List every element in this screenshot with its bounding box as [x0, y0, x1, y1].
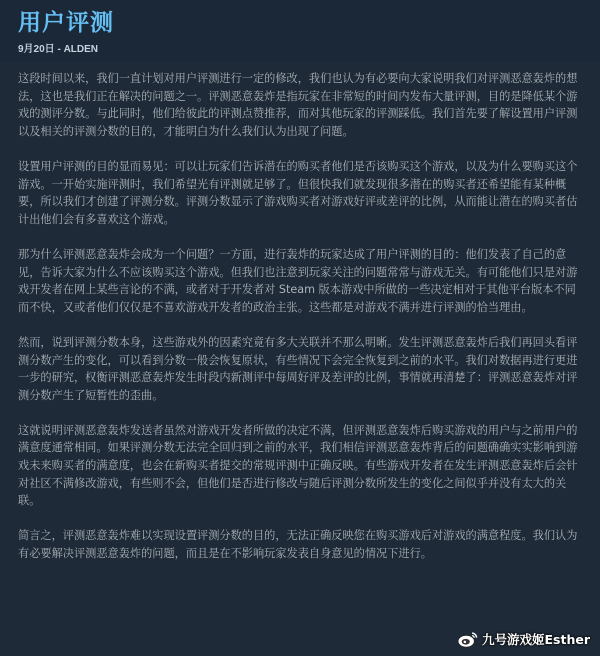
page-title: 用户评测	[18, 10, 114, 36]
weibo-icon	[457, 630, 479, 648]
article-paragraph: 这段时间以来，我们一直计划对用户评测进行一定的修改，我们也认为有必要向大家说明我们对评测恶意轰炸的想法，这也是我们正在解决的问题之一。评测恶意轰炸是指玩家在非常短的时间内发布大量评测，目的是降低某个游戏的测评分数。与此同时，他们给彼此的评测点赞推荐，而对其他玩家的评测踩低。我们首先要了解设置用户评测以及相关的评测分数的目的，才能明白为什么我们认为出现了问题。	[18, 72, 578, 138]
watermark-text: 九号游戏姬Esther	[482, 632, 590, 647]
article-paragraph: 简言之，评测恶意轰炸难以实现设置评测分数的目的，无法正确反映您在购买游戏后对游戏的满意程度。我们认为有必要解决评测恶意轰炸的问题，而且是在不影响玩家发表自身意见的情况下进行。	[18, 529, 578, 561]
article-paragraph: 设置用户评测的目的显而易见：可以让玩家们告诉潜在的购买者他们是否该购买这个游戏，以及为什么要购买这个游戏。一开始实施评测时，我们希望光有评测就足够了。但很快我们就发现很多潜在的购买者还希望能有某种概要，所以我们才创建了评测分数。评测分数显示了游戏购买者对游戏好评或差评的比例，从而能让潜在的购买者估计出他们会有多喜欢这个游戏。	[18, 159, 578, 226]
article-body	[18, 70, 584, 580]
post-date-author: 9月20日 - ALDEN	[18, 44, 99, 55]
article-paragraph: 然而，说到评测分数本身，这些游戏外的因素究竟有多大关联并不那么明晰。发生评测恶意轰炸后我们再回头看评测分数产生的变化，可以看到分数一般会恢复原状，有些情况下会完全恢复到之前的水平。我们对数据再进行更进一步的研究，权衡评测恶意轰炸发生时段内新测评中每周好评及差评的比例，事情就再清楚了：评测恶意轰炸对评测分数产生了短暂性的歪曲。	[18, 335, 578, 402]
article-paragraph: 这就说明评测恶意轰炸发送者虽然对游戏开发者所做的决定不满，但评测恶意轰炸后购买游戏的用户与之前用户的满意度通常相同。如果评测分数无法完全回归到之前的水平，我们相信评测恶意轰炸背后的问题确确实实影响到游戏未来购买者的满意度，也会在新购买者提交的常规评测中正确反映。有些游戏开发者在发生评测恶意轰炸后会针对社区不满修改游戏，有些则不会，但他们是否进行修改与随后评测分数所发生的变化之间似乎并没有太大的关联。	[18, 423, 578, 508]
watermark	[457, 630, 590, 648]
article-paragraph: 那为什么评测恶意轰炸会成为一个问题？一方面，进行轰炸的玩家达成了用户评测的目的：他们发表了自己的意见，告诉大家为什么不应该购买这个游戏。但我们也注意到玩家关注的问题常常与游戏无关。有可能他们只是对游戏开发者在网上某些言论的不满，或者对于开发者对 Steam 版本游戏中所做的一些决定相对于其他平台版本不同而不快，又或者他们仅仅是不喜欢游戏开发者的政治主张。这些都是对游戏不满并进行评测的恰当理由。	[18, 247, 578, 314]
header	[0, 0, 600, 62]
